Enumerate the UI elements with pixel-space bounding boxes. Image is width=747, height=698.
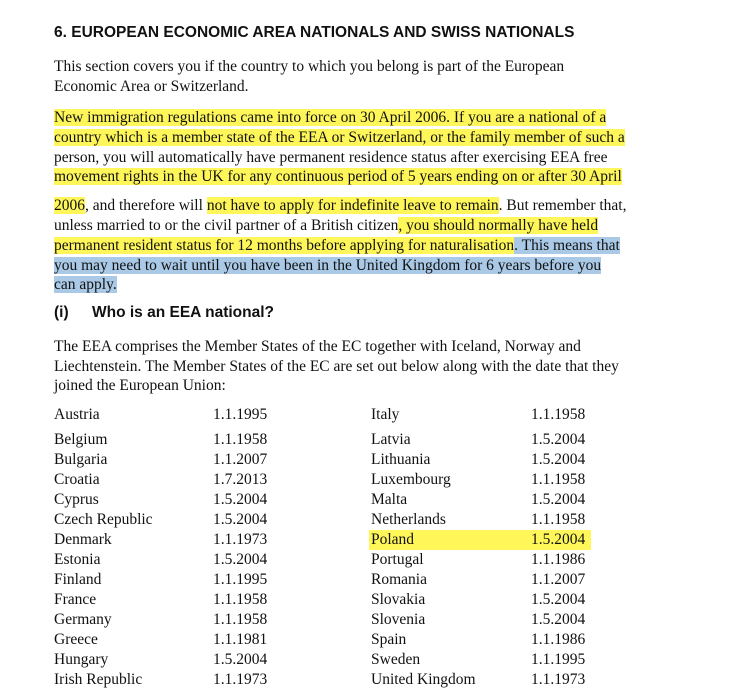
country-name: Croatia bbox=[54, 471, 100, 488]
country-name: United Kingdom bbox=[371, 671, 476, 688]
highlight-blue: can apply. bbox=[54, 276, 117, 293]
para2-line-6 bbox=[54, 216, 598, 236]
section-heading: 6. EUROPEAN ECONOMIC AREA NATIONALS AND SWISS NATIONALS bbox=[54, 24, 575, 41]
country-name: Netherlands bbox=[371, 511, 446, 528]
country-name: Italy bbox=[371, 406, 400, 423]
join-date: 1.7.2013 bbox=[213, 471, 268, 488]
join-date: 1.1.1958 bbox=[213, 611, 268, 628]
country-name: Austria bbox=[54, 406, 100, 423]
join-date: 1.5.2004 bbox=[531, 431, 586, 448]
join-date: 1.1.1958 bbox=[213, 591, 268, 608]
join-date: 1.5.2004 bbox=[213, 651, 268, 668]
join-date: 1.5.2004 bbox=[531, 611, 586, 628]
para2-line-7 bbox=[54, 236, 620, 256]
para3-line-2: Liechtenstein. The Member States of the EC are set out below along with the date that they bbox=[54, 358, 619, 375]
para2-line-9 bbox=[54, 275, 117, 295]
join-date: 1.1.2007 bbox=[213, 451, 268, 468]
country-name: Slovakia bbox=[371, 591, 426, 608]
join-date: 1.1.1981 bbox=[213, 631, 268, 648]
country-name: Finland bbox=[54, 571, 102, 588]
highlight-yellow: 2006 bbox=[54, 197, 85, 214]
intro-line-2: Economic Area or Switzerland. bbox=[54, 78, 249, 95]
country-name: Irish Republic bbox=[54, 671, 143, 688]
subheading-title: Who is an EEA national? bbox=[92, 304, 274, 321]
para2-line-5 bbox=[54, 196, 626, 216]
highlight-blue: . This means that bbox=[514, 237, 620, 254]
join-date: 1.5.2004 bbox=[531, 531, 586, 548]
join-date: 1.1.2007 bbox=[531, 571, 586, 588]
country-name: Hungary bbox=[54, 651, 109, 668]
highlight-yellow: New immigration regulations came into force on 30 April 2006. If you are a national of a bbox=[54, 109, 607, 126]
para3-line-1: The EEA comprises the Member States of the EC together with Iceland, Norway and bbox=[54, 338, 581, 355]
country-name: Belgium bbox=[54, 431, 108, 448]
country-name: Czech Republic bbox=[54, 511, 153, 528]
country-name: Bulgaria bbox=[54, 451, 108, 468]
join-date: 1.1.1986 bbox=[531, 551, 586, 568]
country-name: Spain bbox=[371, 631, 407, 648]
join-date: 1.1.1995 bbox=[213, 406, 268, 423]
country-name: Latvia bbox=[371, 431, 411, 448]
join-date: 1.1.1995 bbox=[531, 651, 586, 668]
country-name: Germany bbox=[54, 611, 112, 628]
join-date: 1.1.1958 bbox=[213, 431, 268, 448]
para2-line-8 bbox=[54, 256, 601, 276]
para2-line-2 bbox=[54, 128, 625, 148]
text-span: , and therefore will bbox=[85, 197, 207, 214]
join-date: 1.1.1958 bbox=[531, 406, 586, 423]
para3-line-3: joined the European Union: bbox=[54, 377, 226, 394]
country-name: Malta bbox=[371, 491, 408, 508]
highlight-yellow: , you should normally have held bbox=[398, 217, 599, 234]
highlight-yellow: permanent resident status for 12 months before applying for naturalisation bbox=[54, 237, 515, 254]
country-name: Cyprus bbox=[54, 491, 99, 508]
country-name: Romania bbox=[371, 571, 427, 588]
country-name: Estonia bbox=[54, 551, 101, 568]
country-name: Denmark bbox=[54, 531, 112, 548]
join-date: 1.1.1995 bbox=[213, 571, 268, 588]
join-date: 1.5.2004 bbox=[213, 511, 268, 528]
intro-line-1: This section covers you if the country to which you belong is part of the European bbox=[54, 58, 565, 75]
country-name: Sweden bbox=[371, 651, 421, 668]
country-name: Lithuania bbox=[371, 451, 431, 468]
para2-line-1 bbox=[54, 108, 606, 128]
join-date: 1.1.1986 bbox=[531, 631, 586, 648]
country-name: Luxembourg bbox=[371, 471, 451, 488]
join-date: 1.5.2004 bbox=[531, 451, 586, 468]
join-date: 1.5.2004 bbox=[531, 491, 586, 508]
join-date: 1.1.1973 bbox=[213, 671, 268, 688]
text-span: unless married to or the civil partner of a British citizen bbox=[54, 217, 399, 234]
highlight-yellow: not have to apply for indefinite leave to remain bbox=[206, 197, 499, 214]
para2-line-3: person, you will automatically have permanent residence status after exercising EEA free bbox=[54, 149, 608, 166]
para2-line-4 bbox=[54, 167, 622, 187]
join-date: 1.5.2004 bbox=[213, 491, 268, 508]
join-date: 1.1.1958 bbox=[531, 511, 586, 528]
highlight-yellow: country which is a member state of the EEA or Switzerland, or the family member of such a bbox=[54, 129, 625, 146]
join-date: 1.1.1973 bbox=[213, 531, 268, 548]
subheading-number: (i) bbox=[54, 304, 69, 321]
join-date: 1.5.2004 bbox=[531, 591, 586, 608]
country-name: Portugal bbox=[371, 551, 424, 568]
join-date: 1.1.1973 bbox=[531, 671, 586, 688]
text-span: . But remember that, bbox=[498, 197, 627, 214]
country-name: France bbox=[54, 591, 97, 608]
country-name: Greece bbox=[54, 631, 98, 648]
join-date: 1.5.2004 bbox=[213, 551, 268, 568]
country-name: Slovenia bbox=[371, 611, 426, 628]
join-date: 1.1.1958 bbox=[531, 471, 586, 488]
subheading bbox=[54, 304, 274, 322]
highlight-yellow: movement rights in the UK for any continuous period of 5 years ending on or after 30 April bbox=[54, 168, 622, 185]
country-name: Poland bbox=[371, 531, 415, 548]
highlight-blue: you may need to wait until you have been in the United Kingdom for 6 years before you bbox=[54, 257, 602, 274]
